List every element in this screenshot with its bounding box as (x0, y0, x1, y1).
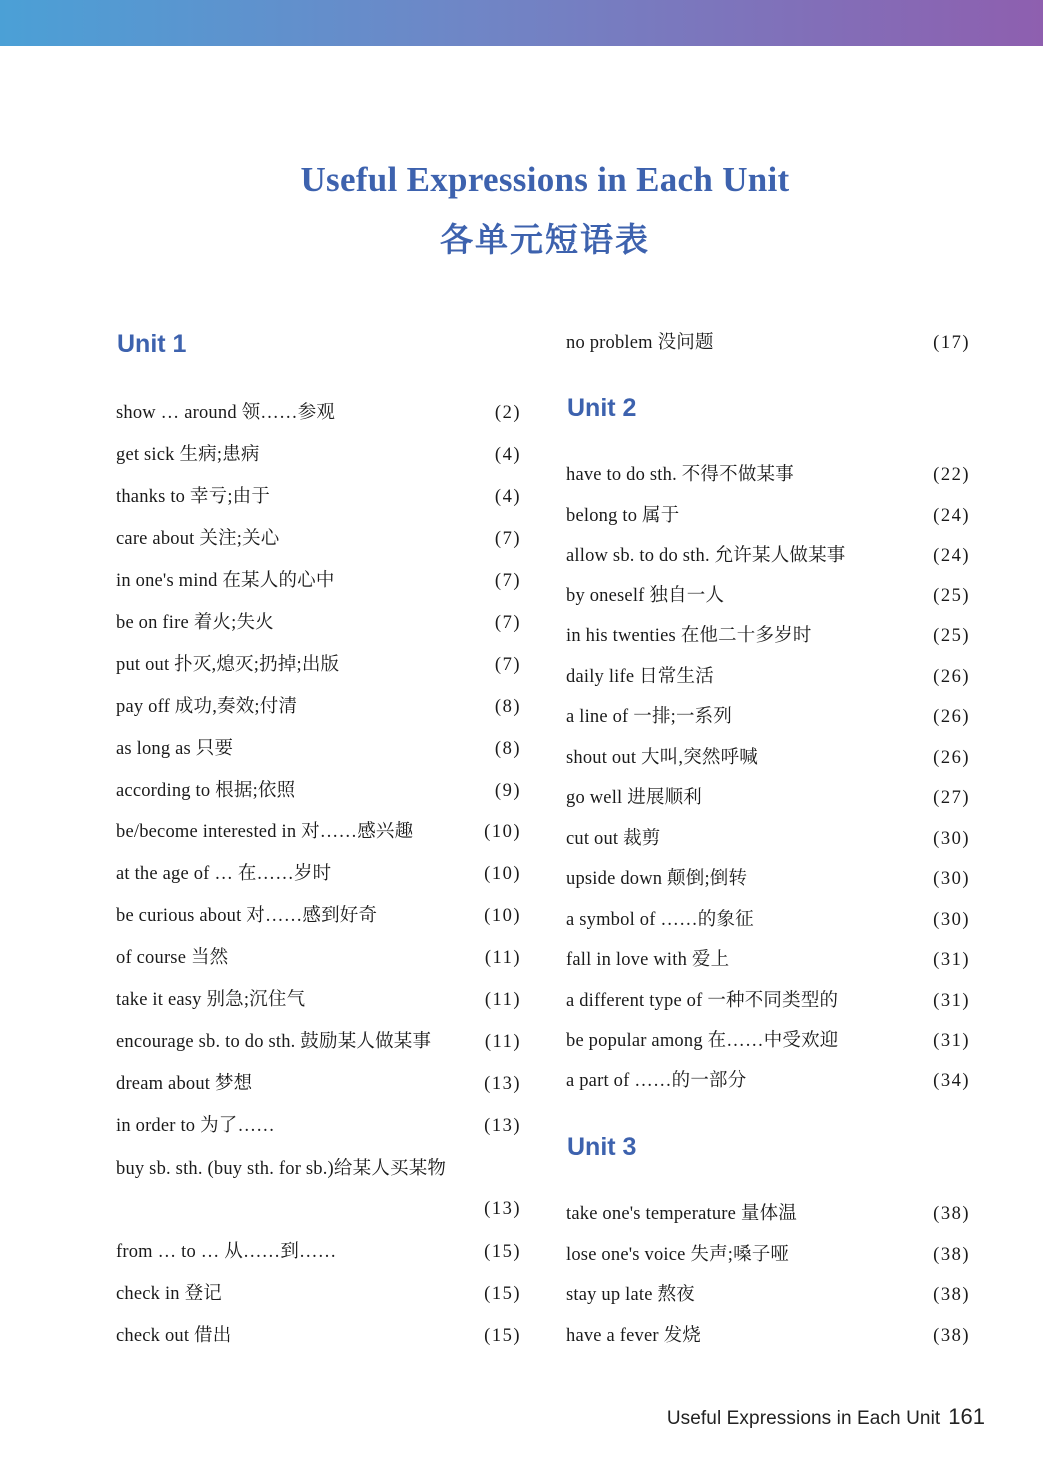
list-item (116, 651, 521, 679)
phrase-text: check in 登记 (116, 1284, 222, 1304)
list-item (566, 825, 970, 853)
page-reference: (26) (933, 748, 970, 768)
phrase-text: from … to … 从……到…… (116, 1242, 337, 1262)
phrase-text: a symbol of ……的象征 (566, 910, 754, 930)
list-item (116, 1155, 521, 1183)
page-reference: (30) (933, 910, 970, 930)
phrase-text: have to do sth. 不得不做某事 (566, 465, 794, 485)
list-item (566, 865, 970, 893)
list-item (116, 777, 521, 805)
list-item (116, 944, 521, 972)
page-footer (667, 1404, 985, 1430)
list-item (566, 987, 970, 1015)
list-item (566, 582, 970, 610)
list-item (566, 663, 970, 691)
page-title-english: Useful Expressions in Each Unit (300, 160, 790, 199)
phrase-text: in his twenties 在他二十多岁时 (566, 626, 812, 646)
page-reference: (31) (933, 950, 970, 970)
page-reference: (31) (933, 1031, 970, 1051)
list-item (116, 1322, 521, 1350)
list-item (566, 703, 970, 731)
page-reference: (22) (933, 465, 970, 485)
list-item (116, 1238, 521, 1266)
phrase-text: care about 关注;关心 (116, 529, 280, 549)
page-reference: (30) (933, 869, 970, 889)
list-item (116, 609, 521, 637)
page-number: 161 (948, 1404, 985, 1429)
page-reference: (38) (933, 1245, 970, 1265)
phrase-text: dream about 梦想 (116, 1074, 253, 1094)
phrase-text: upside down 颠倒;倒转 (566, 869, 748, 889)
page-reference: (8) (494, 739, 521, 759)
list-item (116, 818, 521, 846)
phrase-text: of course 当然 (116, 948, 229, 968)
phrase-text: check out 借出 (116, 1326, 232, 1346)
list-item (566, 744, 970, 772)
list-item-continuation (116, 1195, 521, 1223)
phrase-text: buy sb. sth. (buy sth. for sb.)给某人买某物 (116, 1159, 447, 1179)
list-item (116, 902, 521, 930)
page-reference: (8) (494, 697, 521, 717)
list-item (116, 1280, 521, 1308)
phrase-text: a different type of 一种不同类型的 (566, 991, 839, 1011)
list-item (116, 399, 521, 427)
list-item (116, 1028, 521, 1056)
page-reference: (15) (484, 1326, 521, 1346)
page-reference: (7) (494, 529, 521, 549)
unit-3-heading: Unit 3 (567, 1133, 637, 1161)
list-item (116, 986, 521, 1014)
phrase-text: take one's temperature 量体温 (566, 1204, 797, 1224)
phrase-text: by oneself 独自一人 (566, 586, 725, 606)
page-reference: (25) (933, 626, 970, 646)
phrase-text: shout out 大叫,突然呼喊 (566, 748, 759, 768)
phrase-text: get sick 生病;患病 (116, 445, 260, 465)
list-item (116, 1112, 521, 1140)
phrase-text: a line of 一排;一系列 (566, 707, 733, 727)
list-item (566, 1241, 970, 1269)
page-reference: (38) (933, 1204, 970, 1224)
list-item (566, 1322, 970, 1350)
phrase-text: no problem 没问题 (566, 333, 714, 353)
list-item (566, 461, 970, 489)
page-reference: (25) (933, 586, 970, 606)
page-reference: (7) (494, 613, 521, 633)
page-reference: (26) (933, 707, 970, 727)
phrase-text: thanks to 幸亏;由于 (116, 487, 271, 507)
list-item (116, 525, 521, 553)
phrase-text: take it easy 别急;沉住气 (116, 990, 306, 1010)
list-item (116, 1070, 521, 1098)
unit-2-heading: Unit 2 (567, 394, 637, 422)
page-reference: (4) (494, 445, 521, 465)
list-item (566, 784, 970, 812)
phrase-text: pay off 成功,奏效;付清 (116, 697, 298, 717)
phrase-text: daily life 日常生活 (566, 667, 714, 687)
page-reference: (10) (484, 906, 521, 926)
list-item (116, 693, 521, 721)
phrase-text: allow sb. to do sth. 允许某人做某事 (566, 546, 846, 566)
phrase-text: go well 进展顺利 (566, 788, 703, 808)
page-reference: (30) (933, 829, 970, 849)
page-reference: (10) (484, 864, 521, 884)
list-item (566, 1027, 970, 1055)
page-reference: (11) (484, 990, 521, 1010)
page-reference: (15) (484, 1242, 521, 1262)
phrase-text: in one's mind 在某人的心中 (116, 571, 335, 591)
page-reference: (7) (494, 655, 521, 675)
phrase-text: in order to 为了…… (116, 1116, 275, 1136)
page-reference: (34) (933, 1071, 970, 1091)
page-reference: (26) (933, 667, 970, 687)
phrase-text: be curious about 对……感到好奇 (116, 906, 378, 926)
page-reference: (38) (933, 1285, 970, 1305)
page-reference: (24) (933, 546, 970, 566)
phrase-text: according to 根据;依照 (116, 781, 296, 801)
footer-title: Useful Expressions in Each Unit (666, 1408, 941, 1429)
unit-1-heading: Unit 1 (117, 330, 187, 358)
header-gradient-band (0, 0, 1043, 46)
phrase-text: put out 扑灭,熄灭;扔掉;出版 (116, 655, 340, 675)
list-item (566, 1281, 970, 1309)
list-item (566, 1200, 970, 1228)
phrase-text: fall in love with 爱上 (566, 950, 730, 970)
page-reference: (15) (484, 1284, 521, 1304)
list-item (116, 860, 521, 888)
page-reference: (13) (484, 1199, 521, 1219)
page-title-chinese: 各单元短语表 (440, 220, 650, 259)
phrase-text: be popular among 在……中受欢迎 (566, 1031, 839, 1051)
page-reference: (9) (494, 781, 521, 801)
phrase-text: at the age of … 在……岁时 (116, 864, 332, 884)
phrase-text: be on fire 着火;失火 (116, 613, 274, 633)
page-reference: (13) (484, 1074, 521, 1094)
phrase-text: have a fever 发烧 (566, 1326, 702, 1346)
page-reference: (13) (484, 1116, 521, 1136)
list-item (566, 622, 970, 650)
list-item (116, 567, 521, 595)
list-item (566, 1067, 970, 1095)
phrase-text: belong to 属于 (566, 506, 680, 526)
phrase-text: encourage sb. to do sth. 鼓励某人做某事 (116, 1032, 432, 1052)
list-item (566, 946, 970, 974)
list-item (116, 441, 521, 469)
list-item (116, 483, 521, 511)
list-item (566, 906, 970, 934)
phrase-text: stay up late 熬夜 (566, 1285, 695, 1305)
list-item (566, 329, 970, 357)
phrase-text: a part of ……的一部分 (566, 1071, 747, 1091)
phrase-text: as long as 只要 (116, 739, 234, 759)
phrase-text: be/become interested in 对……感兴趣 (116, 822, 414, 842)
page-reference: (7) (494, 571, 521, 591)
page-reference: (2) (494, 403, 521, 423)
page-reference: (17) (933, 333, 970, 353)
page-reference: (11) (484, 1032, 521, 1052)
phrase-text: show … around 领……参观 (116, 403, 336, 423)
phrase-text: lose one's voice 失声;嗓子哑 (566, 1245, 790, 1265)
page-reference: (4) (494, 487, 521, 507)
page-reference: (31) (933, 991, 970, 1011)
page-reference: (27) (933, 788, 970, 808)
page-reference: (24) (933, 506, 970, 526)
list-item (566, 502, 970, 530)
phrase-text: cut out 裁剪 (566, 829, 661, 849)
page-reference: (38) (933, 1326, 970, 1346)
list-item (116, 735, 521, 763)
page-reference: (10) (484, 822, 521, 842)
list-item (566, 542, 970, 570)
page-reference: (11) (484, 948, 521, 968)
